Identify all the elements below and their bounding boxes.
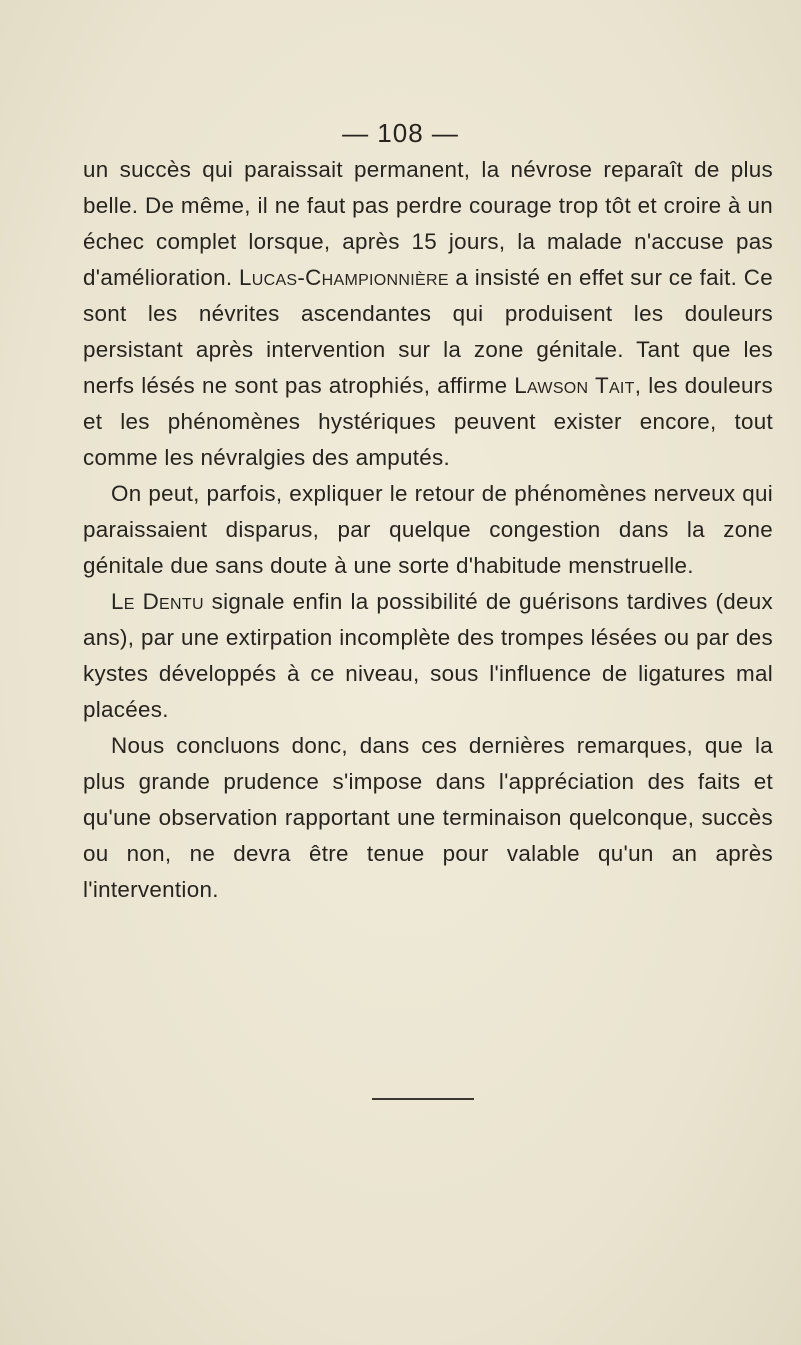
paragraph-1: [83, 152, 773, 476]
paragraph-4: [83, 728, 773, 908]
body-text: [83, 152, 773, 908]
text-run: a insisté en effet sur ce fait. Ce sont les névrites ascendantes qui produisent les douleurs persistant après intervention sur la zone génitale. Tant que les nerfs lésés ne sont pas atrophiés, affirme: [83, 265, 774, 398]
author-name-lawson-tait: Lawson Tait: [514, 373, 635, 398]
text-run: signale enfin la possibilité de guérisons tardives (deux ans), par une extirpation incomplète des trompes lésées ou par des kystes développés à ce niveau, sous l'influence de ligatures mal placées.: [83, 589, 773, 722]
text-run: On peut, parfois, expliquer le retour de phénomènes nerveux qui paraissaient disparus, par quelque congestion dans la zone génitale due sans doute à une sorte d'habitude menstruelle.: [83, 481, 773, 578]
paragraph-3: [83, 584, 773, 728]
author-name-lucas-championniere: Lucas-Championnière: [239, 265, 449, 290]
text-run: , les douleurs et les phénomènes hystériques peuvent exister encore, tout comme les névralgies des amputés.: [83, 373, 773, 470]
end-rule: [372, 1098, 474, 1100]
text-run: Nous concluons donc, dans ces dernières remarques, que la plus grande prudence s'impose dans l'appréciation des faits et qu'une observation rapportant une terminaison quelconque, succès ou non, ne devra être tenue pour valable qu'un an après l'intervention.: [83, 733, 773, 902]
author-name-le-dentu: Le Dentu: [111, 589, 204, 614]
page-number: — 108 —: [342, 118, 459, 148]
text-run: un succès qui paraissait permanent, la névrose reparaît de plus belle. De même, il ne faut pas perdre courage trop tôt et croire à un échec complet lorsque, après 15 jours, la malade n'accuse pas d'amélioration.: [83, 157, 773, 290]
paragraph-2: [83, 476, 773, 584]
